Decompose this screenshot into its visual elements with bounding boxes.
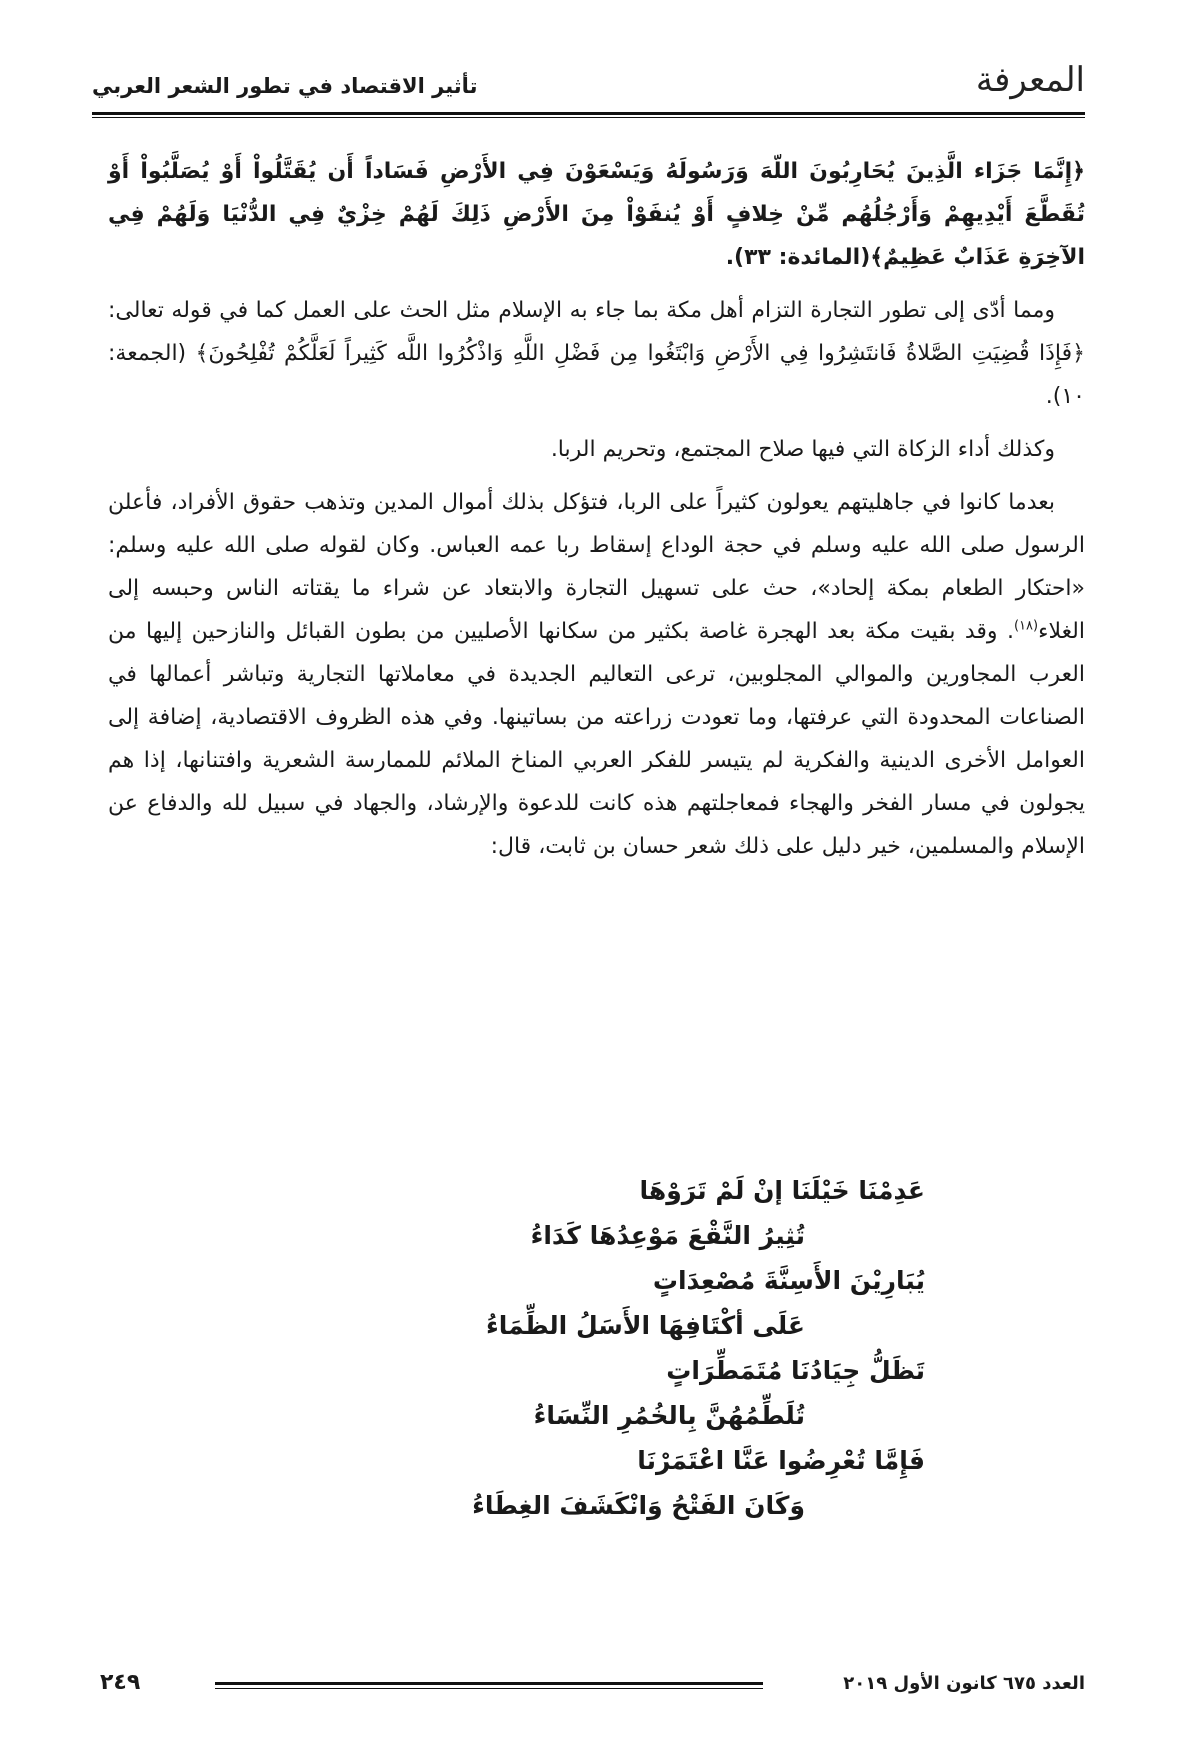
footer-divider-thin bbox=[215, 1688, 763, 1689]
quran-verse-paragraph: ﴿إِنَّمَا جَزَاء الَّذِينَ يُحَارِبُونَ اللّهَ وَرَسُولَهُ وَيَسْعَوْنَ فِي الأَرْضِ فَسَاداً أَن يُقَتَّلُواْ أَوْ يُصَلَّبُواْ أَوْ تُقَطَّعَ أَيْدِيهِمْ وَأَرْجُلُهُم مِّنْ خِلافٍ أَوْ يُنفَوْاْ مِنَ الأَرْضِ ذَلِكَ لَهُمْ خِزْيٌ فِي الدُّنْيَا وَلَهُمْ فِي الآخِرَةِ عَذَابٌ عَظِيمٌ﴾(المائدة: ٣٣). bbox=[108, 159, 1085, 270]
article-body bbox=[108, 150, 1085, 878]
footnote-reference[interactable]: (١٨) bbox=[1013, 618, 1039, 634]
paragraph-text: . وقد بقيت مكة بعد الهجرة غاصة بكثير من سكانها الأصليين من بطون القبائل والنازحين إليها من العرب المجاورين والموالي المجلوبين، ترعى التعاليم الجديدة في معاملاتها التجارية وتباشر أعمالها في الصناعات المحدودة التي عرفتها، وما تعودت زراعته من بساتينها. وفي هذه الظروف الاقتصادية، إضافة إلى العوامل الأخرى الدينية والفكرية لم يتيسر للفكر العربي المناخ الملائم للممارسة الشعرية وافتنانها، إذا هم يجولون في مسار الفخر والهجاء فمعاجلتهم هذه كانت للدعوة والإرشاد، والجهاد في سبيل لله والدفاع عن الإسلام والمسلمين، خير دليل على ذلك شعر حسان بن ثابت، قال: bbox=[108, 619, 1085, 859]
header-divider bbox=[92, 112, 1085, 115]
page-number: ٢٤٩ bbox=[100, 1670, 141, 1695]
poem bbox=[100, 1168, 1085, 1528]
journal-logo: المعرفة bbox=[975, 60, 1085, 100]
poem-verse: وَكَانَ الفَتْحُ وَانْكَشَفَ الغِطَاءُ bbox=[472, 1491, 805, 1520]
poem-verse: فَإِمَّا تُعْرِضُوا عَنَّا اعْتَمَرْنَا bbox=[637, 1446, 925, 1475]
poem-verse: تُثِيرُ النَّقْعَ مَوْعِدُهَا كَدَاءُ bbox=[530, 1221, 805, 1250]
poem-verse: عَدِمْنَا خَيْلَنَا إنْ لَمْ تَرَوْهَا bbox=[639, 1176, 925, 1205]
body-paragraph-with-footnote bbox=[108, 481, 1085, 868]
body-paragraph: ومما أدّى إلى تطور التجارة التزام أهل مكة بما جاء به الإسلام مثل الحث على العمل كما في قوله تعالى: ﴿فَإِذَا قُضِيَتِ الصَّلاةُ فَانتَشِرُوا فِي الأَرْضِ وَابْتَغُوا مِن فَضْلِ اللَّهِ وَاذْكُرُوا اللَّه كَثِيراً لَعَلَّكُمْ تُفْلِحُونَ﴾ (الجمعة: ١٠). bbox=[108, 298, 1085, 409]
page-footer bbox=[100, 1670, 1085, 1700]
issue-info: العدد ٦٧٥ كانون الأول ٢٠١٩ bbox=[843, 1673, 1085, 1694]
poem-verse: عَلَى أكْتَافِهَا الأَسَلُ الظِّمَاءُ bbox=[486, 1311, 805, 1340]
poem-verse: يُبَارِيْنَ الأَسِنَّةَ مُصْعِدَاتٍ bbox=[652, 1266, 925, 1295]
footer-divider bbox=[215, 1682, 763, 1685]
header-divider-thin bbox=[92, 117, 1085, 118]
poem-verse: تُلَطِّمُهُنَّ بِالخُمُرِ النِّسَاءُ bbox=[533, 1401, 805, 1430]
poem-verse: تَظَلُّ جِيَادُنَا مُتَمَطِّرَاتٍ bbox=[666, 1356, 925, 1385]
body-paragraph: وكذلك أداء الزكاة التي فيها صلاح المجتمع، وتحريم الربا. bbox=[550, 437, 1055, 462]
page-header bbox=[92, 60, 1085, 110]
running-title: تأثير الاقتصاد في تطور الشعر العربي bbox=[92, 74, 478, 98]
paragraph-text: بعدما كانوا في جاهليتهم يعولون كثيراً على الربا، فتؤكل بذلك أموال المدين وتذهب حقوق الأفراد، فأعلن الرسول صلى الله عليه وسلم في حجة الوداع إسقاط ربا عمه العباس. وكان لقوله صلى الله عليه وسلم: «احتكار الطعام بمكة إلحاد»، حث على تسهيل التجارة والابتعاد عن شراء ما يقتاته الناس وحبسه إلى الغلاء bbox=[108, 490, 1085, 644]
